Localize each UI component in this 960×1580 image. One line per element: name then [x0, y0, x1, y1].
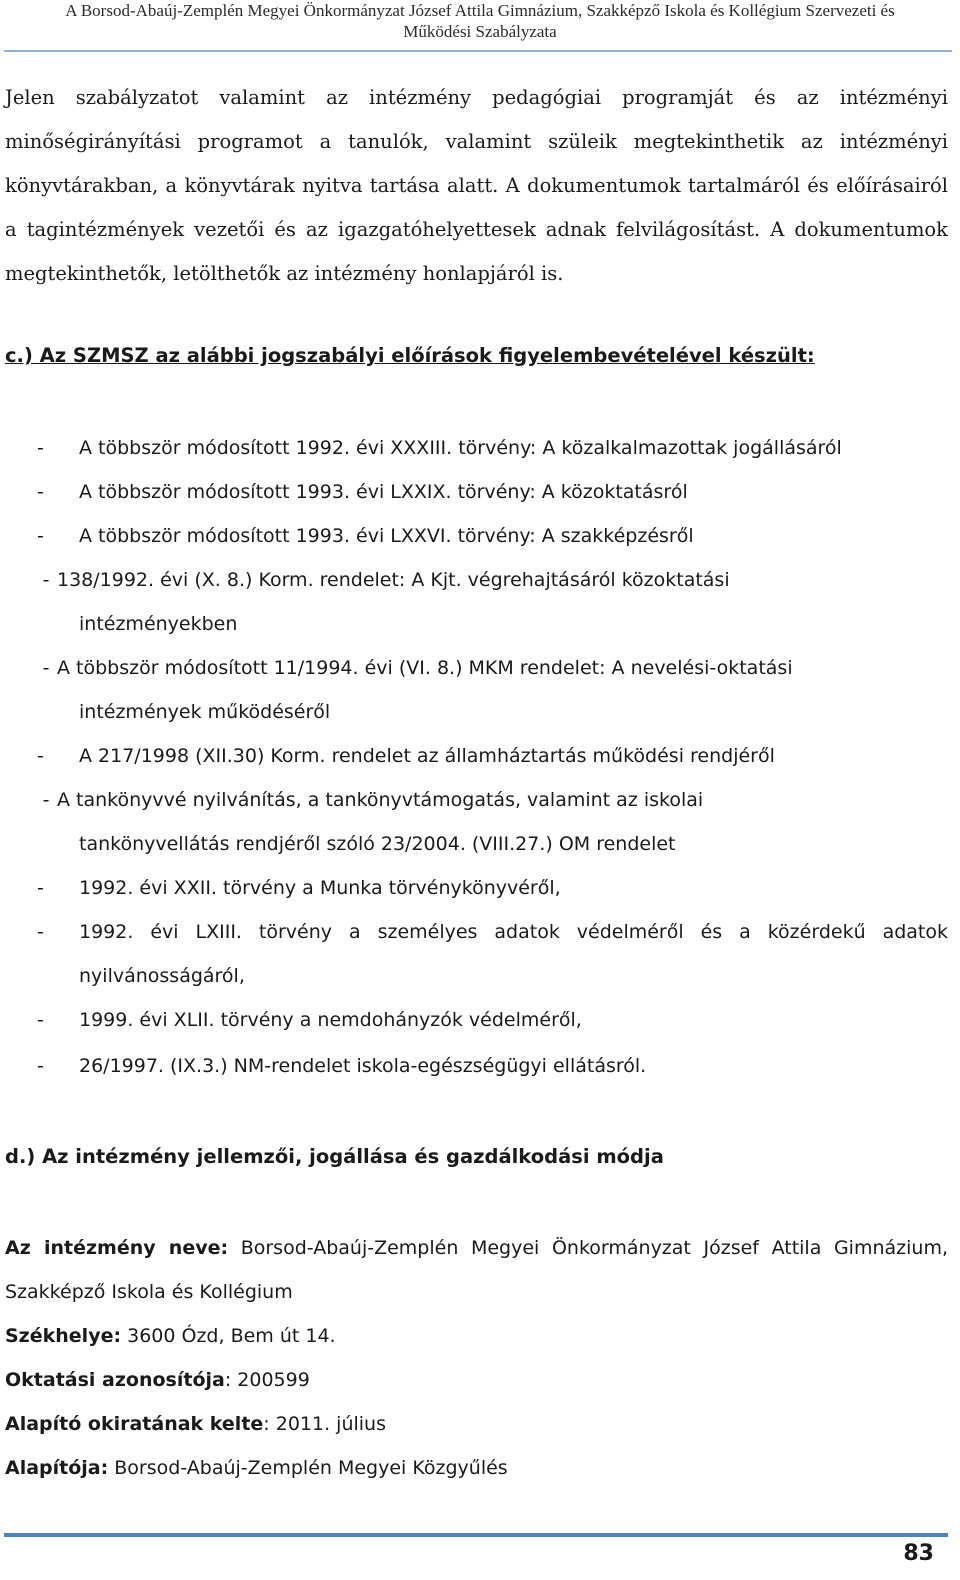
list-dash: - [37, 745, 44, 767]
list-item-text: 1992. évi XXII. törvény a Munka törvénykönyvéről, [79, 877, 561, 899]
list-dash: - [37, 877, 44, 899]
info-label: Az intézmény neve: [5, 1237, 229, 1259]
list-item [5, 1044, 948, 1088]
list-dash: - [37, 921, 44, 943]
list-item-text: 26/1997. (IX.3.) NM-rendelet iskola-egészségügyi ellátásról. [79, 1055, 647, 1077]
info-label: Alapító okiratának kelte [5, 1413, 264, 1435]
list-item-text: A többször módosított 11/1994. évi (VI. 8.) MKM rendelet: A nevelési-oktatási [57, 657, 793, 679]
info-label: Alapítója: [5, 1457, 109, 1479]
list-dash: - [37, 437, 44, 459]
list-item [5, 646, 948, 734]
info-label: Oktatási azonosítója [5, 1369, 225, 1391]
header-line-2: Működési Szabályzata [403, 22, 557, 41]
info-value: Borsod-Abaúj-Zemplén Megyei Önkormányzat József Attila Gimnázium, Szakképző Iskola és Kollégium [5, 1237, 948, 1303]
list-item [5, 778, 948, 866]
list-item-text: 138/1992. évi (X. 8.) Korm. rendelet: A Kjt. végrehajtásáról közoktatási [57, 569, 730, 591]
document-header [0, 0, 960, 42]
list-item-continuation: intézményekben [79, 613, 238, 635]
list-item-text: A többször módosított 1993. évi LXXVI. törvény: A szakképzésről [79, 525, 694, 547]
info-value: 3600 Ózd, Bem út 14. [121, 1325, 336, 1347]
list-item-text: 1999. évi XLII. törvény a nemdohányzók védelméről, [79, 1009, 582, 1031]
list-item-text: 1992. évi LXIII. törvény a személyes adatok védelméről és a közérdekű adatok nyilvánosságáról, [79, 921, 948, 987]
list-dash: - [37, 1055, 44, 1077]
list-item [5, 558, 948, 646]
info-row-date [5, 1402, 948, 1446]
list-item [5, 426, 948, 470]
info-label: Székhelye: [5, 1325, 122, 1347]
info-row-founder [5, 1446, 948, 1490]
info-value: : 2011. július [263, 1413, 386, 1435]
section-c-heading: c.) Az SZMSZ az alábbi jogszabályi előírások figyelembevételével készült: [5, 344, 815, 367]
list-item-text: A többször módosított 1993. évi LXXIX. törvény: A közoktatásról [79, 481, 688, 503]
info-row-name [5, 1226, 948, 1314]
list-dash: - [37, 525, 44, 547]
list-item-text: A 217/1998 (XII.30) Korm. rendelet az államháztartás működési rendjéről [79, 745, 775, 767]
list-item-text: A tankönyvvé nyilvánítás, a tankönyvtámogatás, valamint az iskolai [57, 789, 704, 811]
list-item [5, 514, 948, 558]
info-row-seat [5, 1314, 948, 1358]
section-d-heading: d.) Az intézmény jellemzői, jogállása és gazdálkodási módja [5, 1145, 664, 1168]
list-item [5, 734, 948, 778]
info-row-id [5, 1358, 948, 1402]
institution-info [5, 1226, 948, 1490]
legislation-list [5, 426, 948, 1088]
list-item [5, 866, 948, 910]
list-dash: - [37, 1009, 44, 1031]
page-number: 83 [903, 1541, 934, 1566]
footer-divider [4, 1533, 948, 1537]
list-dash: - [42, 569, 50, 591]
list-item [5, 470, 948, 514]
list-item [5, 910, 948, 998]
info-value: : 200599 [224, 1369, 310, 1391]
header-divider [4, 50, 952, 52]
list-item-text: A többször módosított 1992. évi XXXIII. törvény: A közalkalmazottak jogállásáról [79, 437, 842, 459]
list-item-continuation: tankönyvellátás rendjéről szóló 23/2004. (VIII.27.) OM rendelet [79, 833, 676, 855]
list-item [5, 998, 948, 1042]
list-dash: - [42, 657, 50, 679]
list-dash: - [42, 789, 50, 811]
info-value: Borsod-Abaúj-Zemplén Megyei Közgyűlés [108, 1457, 508, 1479]
list-dash: - [37, 481, 44, 503]
intro-paragraph: Jelen szabályzatot valamint az intézmény pedagógiai programját és az intézményi minőségirányítási programot a tanulók, valamint szüleik megtekinthetik az intézményi könyvtárakban, a könyvtárak nyitva tartása alatt. A dokumentumok tartalmáról és előírásairól a tagintézmények vezetői és az igazgatóhelyettesek adnak felvilágosítást. A dokumentumok megtekinthetők, letölthetők az intézmény honlapjáról is. [5, 86, 948, 285]
header-line-1: A Borsod-Abaúj-Zemplén Megyei Önkormányzat József Attila Gimnázium, Szakképző Iskola és Kollégium Szervezeti és [65, 1, 895, 20]
list-item-continuation: intézmények működéséről [79, 701, 331, 723]
